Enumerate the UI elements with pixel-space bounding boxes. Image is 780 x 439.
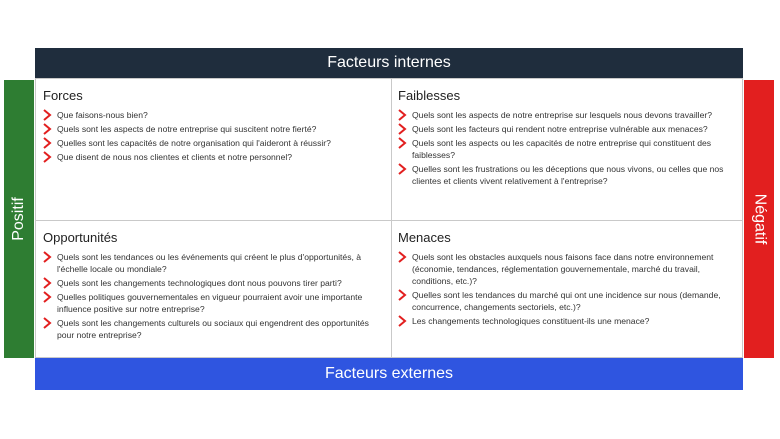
- red-arrow-icon: [398, 289, 407, 301]
- item-text: Quels sont les aspects ou les capacités de notre entreprise qui constituent des faiblesses?: [412, 138, 712, 160]
- external-factors-footer: [35, 358, 743, 390]
- red-arrow-icon: [398, 251, 407, 263]
- red-arrow-icon: [398, 123, 407, 135]
- list-item: [43, 123, 383, 135]
- list-item: [398, 123, 738, 135]
- positive-label: Positif: [10, 197, 28, 241]
- negative-label: Négatif: [751, 193, 769, 245]
- threats-quadrant: [398, 230, 738, 329]
- weaknesses-quadrant: [398, 88, 738, 189]
- internal-factors-header: [35, 48, 743, 78]
- item-text: Quels sont les aspects de notre entreprise sur lesquels nous devons travailler?: [412, 110, 712, 120]
- item-text: Quelles politiques gouvernementales en vigueur pourraient avoir une importante influence positive sur notre entreprise?: [57, 292, 363, 314]
- item-text: Que disent de nous nos clientes et clients et notre personnel?: [57, 152, 293, 162]
- red-arrow-icon: [398, 109, 407, 121]
- list-item: [43, 151, 383, 163]
- item-text: Quels sont les changements technologiques dont nous pouvons tirer parti?: [57, 278, 342, 288]
- quadrant-title: Menaces: [398, 230, 451, 245]
- quadrant-title: Forces: [43, 88, 83, 103]
- external-factors-label: Facteurs externes: [324, 365, 454, 382]
- list-item: [43, 291, 383, 315]
- list-item: [43, 317, 383, 341]
- positive-side-bar: [4, 80, 34, 358]
- vertical-divider: [391, 79, 392, 357]
- red-arrow-icon: [43, 317, 52, 329]
- red-arrow-icon: [43, 109, 52, 121]
- strengths-quadrant: [43, 88, 383, 165]
- red-arrow-icon: [43, 123, 52, 135]
- item-text: Quels sont les facteurs qui rendent notre entreprise vulnérable aux menaces?: [412, 124, 708, 134]
- red-arrow-icon: [43, 277, 52, 289]
- item-text: Quels sont les aspects de notre entreprise qui suscitent notre fierté?: [57, 124, 317, 134]
- red-arrow-icon: [43, 151, 52, 163]
- list-item: [398, 137, 738, 161]
- red-arrow-icon: [398, 163, 407, 175]
- list-item: [43, 137, 383, 149]
- item-text: Que faisons-nous bien?: [57, 110, 148, 120]
- item-text: Quels sont les obstacles auxquels nous faisons face dans notre environnement (économie, tendances, réglementation gouvernementale, marché du travail, conditions, etc.)?: [412, 252, 714, 286]
- red-arrow-icon: [398, 137, 407, 149]
- horizontal-divider: [36, 220, 742, 221]
- quadrant-title: Faiblesses: [398, 88, 461, 103]
- red-arrow-icon: [398, 315, 407, 327]
- negative-side-bar: [744, 80, 774, 358]
- list-item: [398, 251, 738, 287]
- swot-grid: [35, 78, 743, 358]
- item-text: Quelles sont les capacités de notre organisation qui l'aideront à réussir?: [57, 138, 331, 148]
- item-text: Quels sont les changements culturels ou sociaux qui engendrent des opportunités pour notre entreprise?: [57, 318, 369, 340]
- list-item: [398, 289, 738, 313]
- list-item: [398, 109, 738, 121]
- item-text: Quels sont les tendances ou les événements qui créent le plus d'opportunités, à l'échelle locale ou mondiale?: [57, 252, 362, 274]
- list-item: [398, 163, 738, 187]
- item-text: Quelles sont les tendances du marché qui ont une incidence sur nous (demande, concurrence, changements sectoriels, etc.)?: [412, 290, 721, 312]
- red-arrow-icon: [43, 137, 52, 149]
- item-text: Quelles sont les frustrations ou les déceptions que nous vivons, ou celles que nos clientes et clients vivent relativement à l'entreprise?: [412, 164, 724, 186]
- list-item: [398, 315, 738, 327]
- opportunities-quadrant: [43, 230, 383, 343]
- internal-factors-label: Facteurs internes: [327, 54, 451, 71]
- quadrant-title: Opportunités: [43, 230, 118, 245]
- list-item: [43, 251, 383, 275]
- list-item: [43, 109, 383, 121]
- red-arrow-icon: [43, 251, 52, 263]
- red-arrow-icon: [43, 291, 52, 303]
- list-item: [43, 277, 383, 289]
- item-text: Les changements technologiques constituent-ils une menace?: [412, 316, 650, 326]
